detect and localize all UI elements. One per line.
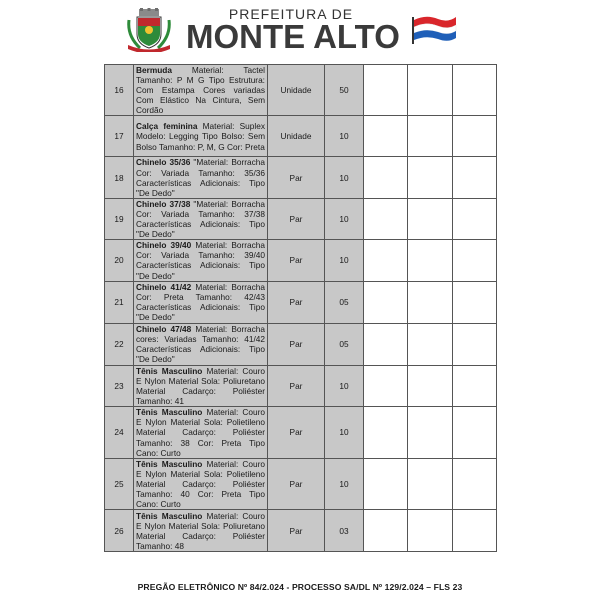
item-details: Material: Couro E Nylon Material Sola: Poliuretano Material Cadarço: Poliéster Tamanho: 41 — [136, 365, 265, 406]
empty-price-cell — [364, 323, 408, 365]
item-description — [134, 510, 268, 552]
empty-price-cell — [408, 510, 452, 552]
table-row — [105, 65, 497, 116]
item-description — [134, 406, 268, 458]
item-details: Material: Borracha Cor: Preta Tamanho: 42/43 Características Adicionais: Tipo "De Dedo" — [136, 281, 265, 323]
item-details: Material: Couro E Nylon Material Sola: Polietileno Material Cadarço: Poliéster Tamanho: 38 Cor: Preta Tipo Cano: Curto — [136, 407, 265, 458]
table-row — [105, 240, 497, 281]
header-title: MONTE ALTO — [186, 18, 400, 55]
empty-price-cell — [364, 406, 408, 458]
item-unit: Par — [268, 406, 325, 458]
item-number: 26 — [105, 510, 134, 552]
item-unit: Par — [268, 281, 325, 323]
empty-price-cell — [408, 65, 452, 116]
item-quantity: 03 — [325, 510, 364, 552]
empty-price-cell — [408, 365, 452, 406]
item-name: Tênis Masculino — [136, 407, 203, 418]
item-number: 17 — [105, 116, 134, 157]
item-details: Material: Borracha Cor: Variada Tamanho: 39/40 Características Adicionais: Tipo "De Dedo" — [136, 240, 265, 281]
item-quantity: 05 — [325, 323, 364, 365]
table-row — [105, 406, 497, 458]
empty-price-cell — [364, 157, 408, 198]
empty-price-cell — [408, 116, 452, 157]
empty-price-cell — [364, 365, 408, 406]
item-details: Material: Borracha cores: Variadas Tamanho: 41/42 Características Adicionais: Tipo "De Dedo" — [136, 323, 265, 365]
table-row — [105, 157, 497, 198]
item-unit: Par — [268, 198, 325, 239]
item-details: Material: Couro E Nylon Material Sola: Poliuretano Material Cadarço: Poliéster Tamanho: 48 — [136, 510, 265, 552]
item-unit: Par — [268, 240, 325, 281]
empty-price-cell — [408, 157, 452, 198]
page-footer: PREGÃO ELETRÔNICO Nº 84/2.024 - PROCESSO SA/DL Nº 129/2.024 – FLS 23 — [137, 582, 463, 592]
item-description — [134, 323, 268, 365]
item-quantity: 05 — [325, 281, 364, 323]
empty-price-cell — [364, 510, 408, 552]
empty-price-cell — [408, 406, 452, 458]
empty-price-cell — [452, 116, 496, 157]
page-header — [0, 0, 600, 62]
empty-price-cell — [408, 198, 452, 239]
item-unit: Par — [268, 510, 325, 552]
empty-price-cell — [452, 198, 496, 239]
item-quantity: 10 — [325, 365, 364, 406]
item-name: Chinelo 41/42 — [136, 281, 192, 292]
item-number: 25 — [105, 458, 134, 509]
table-row — [105, 198, 497, 239]
empty-price-cell — [452, 365, 496, 406]
empty-price-cell — [364, 240, 408, 281]
items-table-body — [105, 65, 497, 552]
coat-of-arms-icon — [126, 8, 172, 52]
item-unit: Unidade — [268, 116, 325, 157]
item-description — [134, 240, 268, 281]
empty-price-cell — [408, 240, 452, 281]
empty-price-cell — [408, 323, 452, 365]
empty-price-cell — [452, 458, 496, 509]
table-row — [105, 323, 497, 365]
empty-price-cell — [364, 281, 408, 323]
item-name: Bermuda — [136, 65, 172, 75]
empty-price-cell — [452, 65, 496, 116]
item-details: Material: Tactel Tamanho: P M G Tipo Estrutura: Com Estampa Cores variadas Com Elástico Na Cintura, Sem Cordão — [136, 65, 265, 116]
item-details: "Material: Borracha Cor: Variada Tamanho: 35/36 Características Adicionais: Tipo "De Dedo" — [136, 157, 265, 198]
item-name: Chinelo 39/40 — [136, 240, 192, 251]
table-row — [105, 281, 497, 323]
table-row — [105, 116, 497, 157]
item-quantity: 10 — [325, 198, 364, 239]
item-description — [134, 116, 268, 157]
item-name: Tênis Masculino — [136, 458, 203, 469]
empty-price-cell — [408, 458, 452, 509]
item-description — [134, 198, 268, 239]
item-unit: Par — [268, 323, 325, 365]
items-table — [104, 64, 497, 552]
item-description — [134, 458, 268, 509]
empty-price-cell — [452, 323, 496, 365]
empty-price-cell — [452, 157, 496, 198]
item-details: "Material: Borracha Cor: Variada Tamanho: 37/38 Características Adicionais: Tipo "De Dedo" — [136, 198, 265, 240]
item-details: Material: Couro E Nylon Material Sola: Polietileno Material Cadarço: Poliéster Tamanho: 40 Cor: Preta Tipo Cano: Curto — [136, 458, 265, 510]
empty-price-cell — [364, 65, 408, 116]
item-unit: Unidade — [268, 65, 325, 116]
item-name: Chinelo 47/48 — [136, 323, 192, 334]
item-description — [134, 157, 268, 198]
table-row — [105, 510, 497, 552]
empty-price-cell — [364, 198, 408, 239]
item-name: Tênis Masculino — [136, 510, 203, 521]
item-description — [134, 365, 268, 406]
empty-price-cell — [452, 406, 496, 458]
header-subtitle: PREFEITURA DE — [228, 6, 354, 22]
item-name: Tênis Masculino — [136, 365, 203, 376]
item-description — [134, 281, 268, 323]
item-quantity: 10 — [325, 116, 364, 157]
item-quantity: 10 — [325, 406, 364, 458]
table-row — [105, 365, 497, 406]
item-unit: Par — [268, 157, 325, 198]
item-name: Chinelo 37/38 — [136, 198, 191, 209]
item-details: Material: Suplex Modelo: Legging Tipo Bolso: Sem Bolso Tamanho: P, M, G Cor: Preta — [136, 121, 266, 152]
empty-price-cell — [452, 510, 496, 552]
empty-price-cell — [364, 458, 408, 509]
item-number: 24 — [105, 406, 134, 458]
empty-price-cell — [452, 240, 496, 281]
item-quantity: 10 — [325, 157, 364, 198]
empty-price-cell — [364, 116, 408, 157]
municipal-flag-icon — [412, 14, 458, 44]
item-number: 22 — [105, 323, 134, 365]
item-name: Calça feminina — [136, 121, 198, 132]
item-unit: Par — [268, 458, 325, 509]
item-number: 21 — [105, 281, 134, 323]
item-description — [134, 65, 268, 116]
item-number: 16 — [105, 65, 134, 116]
empty-price-cell — [452, 281, 496, 323]
item-number: 19 — [105, 198, 134, 239]
item-number: 18 — [105, 157, 134, 198]
item-quantity: 10 — [325, 458, 364, 509]
item-quantity: 50 — [325, 65, 364, 116]
item-number: 20 — [105, 240, 134, 281]
item-name: Chinelo 35/36 — [136, 157, 191, 168]
empty-price-cell — [408, 281, 452, 323]
table-row — [105, 458, 497, 509]
item-unit: Par — [268, 365, 325, 406]
item-quantity: 10 — [325, 240, 364, 281]
item-number: 23 — [105, 365, 134, 406]
